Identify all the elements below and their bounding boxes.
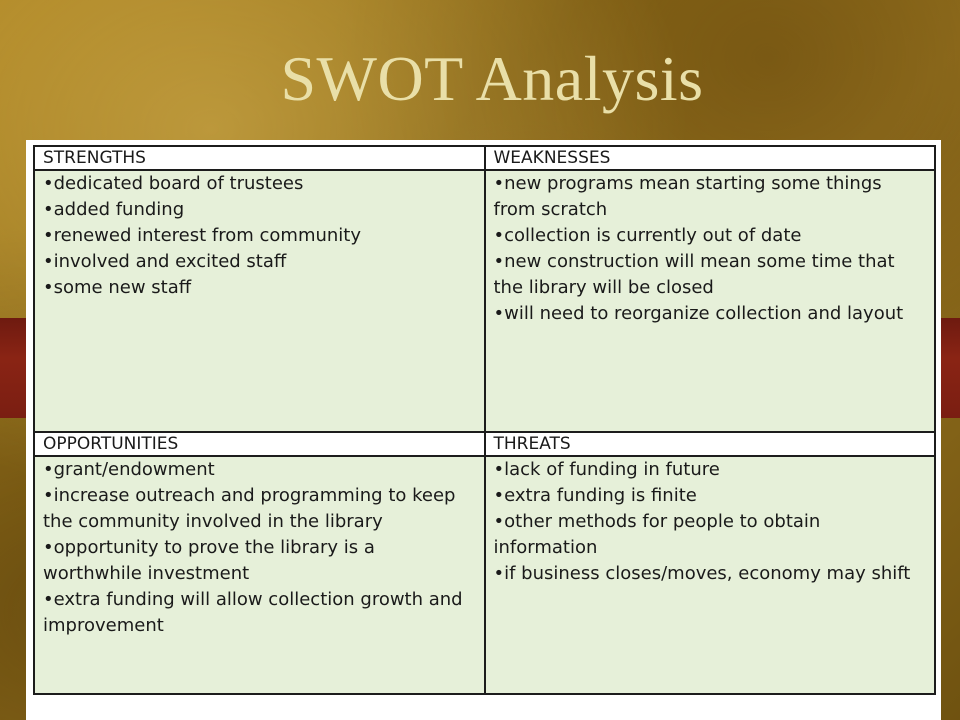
list-item: •other methods for people to obtain information	[493, 511, 821, 558]
list-item: •dedicated board of trustees	[43, 173, 304, 194]
list-item: •new programs mean starting some things from scratch	[493, 173, 882, 220]
list-item: •some new staff	[43, 277, 192, 298]
list-item: •grant/endowment	[43, 459, 215, 480]
weaknesses-cell	[485, 170, 936, 432]
list-item: •collection is currently out of date	[493, 225, 802, 246]
opportunities-cell	[34, 456, 485, 694]
threats-cell	[485, 456, 936, 694]
weaknesses-heading: WEAKNESSES	[485, 146, 936, 170]
list-item: •involved and excited staff	[43, 251, 287, 272]
list-item: •added funding	[43, 199, 185, 220]
list-item: •lack of funding in future	[493, 459, 720, 480]
slide-title: SWOT Analysis	[280, 43, 704, 114]
list-item: •renewed interest from community	[43, 225, 362, 246]
list-item: •opportunity to prove the library is a worthwhile investment	[43, 537, 375, 584]
swot-table	[33, 145, 936, 695]
strengths-cell	[34, 170, 485, 432]
list-item: •new construction will mean some time that the library will be closed	[493, 251, 895, 298]
list-item: •increase outreach and programming to keep the community involved in the library	[43, 485, 456, 532]
opportunities-heading: OPPORTUNITIES	[34, 432, 485, 456]
list-item: •extra funding is finite	[493, 485, 697, 506]
threats-heading: THREATS	[485, 432, 936, 456]
list-item: •extra funding will allow collection growth and improvement	[43, 589, 463, 636]
strengths-heading: STRENGTHS	[34, 146, 485, 170]
list-item: •will need to reorganize collection and layout	[493, 303, 904, 324]
list-item: •if business closes/moves, economy may shift	[493, 563, 911, 584]
